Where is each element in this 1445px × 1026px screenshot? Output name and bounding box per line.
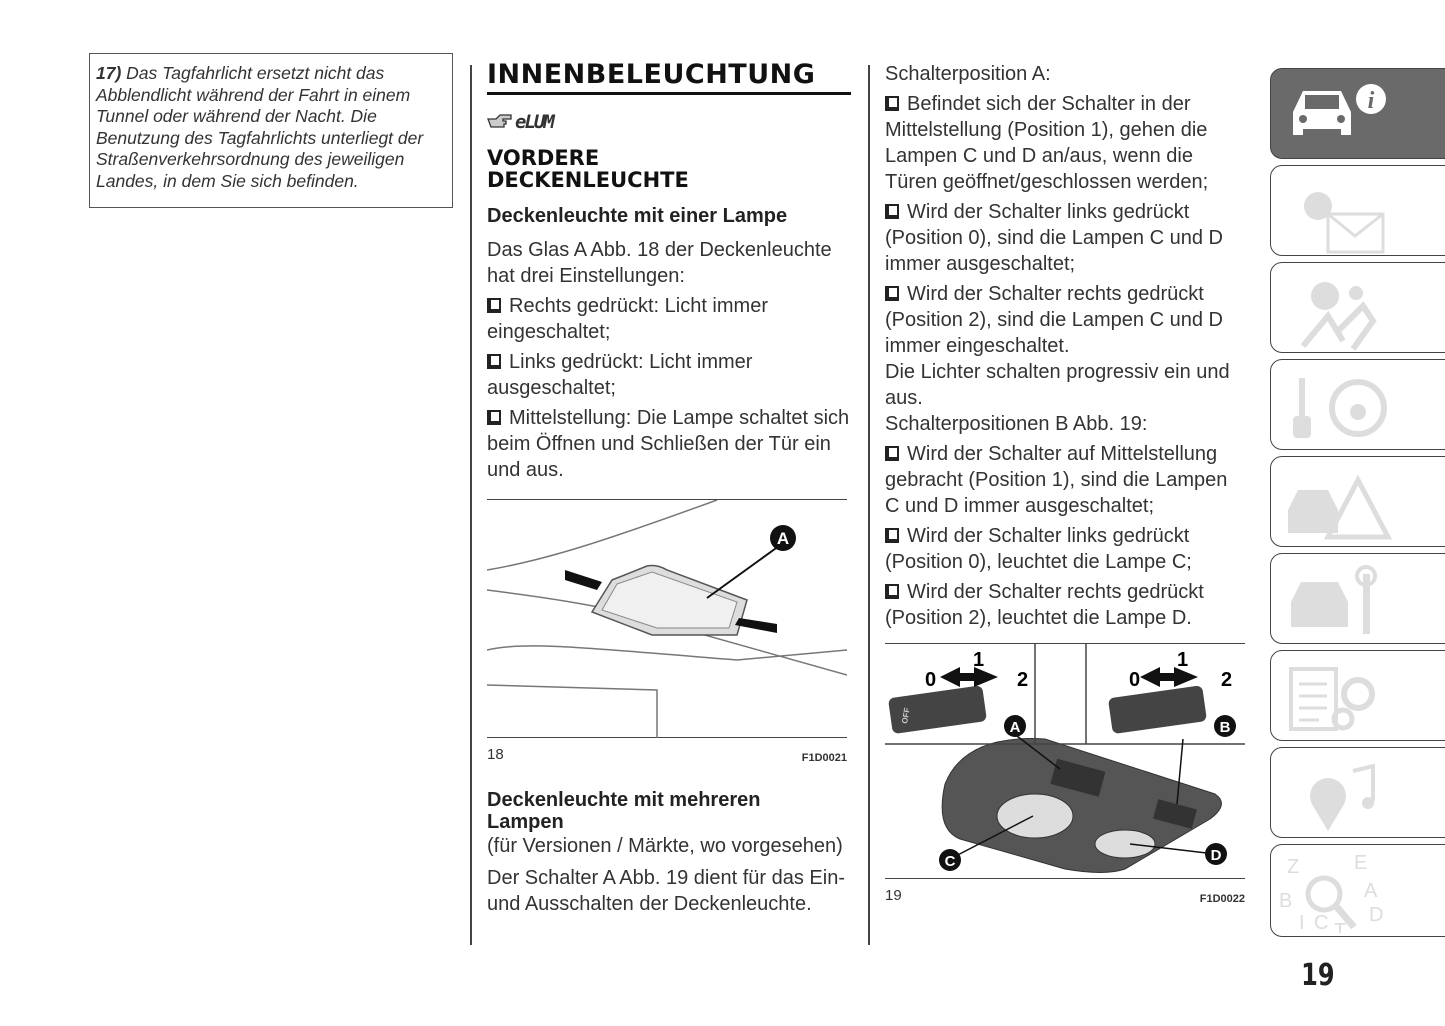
- svg-text:A: A: [1364, 880, 1378, 902]
- checkbox-bullet-icon: [885, 446, 899, 461]
- svg-text:E: E: [1354, 852, 1368, 874]
- tab-lights-messages[interactable]: [1270, 165, 1445, 256]
- figure-code: F1D0021: [801, 752, 847, 764]
- paragraph: Der Schalter A Abb. 19 dient für das Ein- und Ausschalten der Deckenleuchte.: [487, 867, 845, 915]
- figure-code: F1D0022: [1199, 893, 1245, 905]
- checkbox-bullet-icon: [487, 354, 501, 369]
- checkbox-bullet-icon: [487, 410, 501, 425]
- footnote-box: [89, 53, 453, 208]
- list-item: Wird der Schalter links gedrückt (Position 0), sind die Lampen C und D immer ausgeschaltet;: [885, 201, 1223, 275]
- list-item: Mittelstellung: Die Lampe schaltet sich beim Öffnen und Schließen der Tür ein und aus.: [487, 407, 850, 481]
- figure-18: [487, 499, 847, 737]
- position-0-label: 0: [1129, 669, 1141, 691]
- list-item: Links gedrückt: Licht immer ausgeschaltet;: [487, 351, 753, 399]
- column-3: [885, 61, 1247, 912]
- subheading: Deckenleuchte mit einer Lampe: [487, 205, 788, 227]
- airbag-safety-icon: [1283, 271, 1403, 351]
- car-warning-icon: [1283, 465, 1403, 545]
- label-a: [1004, 715, 1026, 737]
- svg-text:I: I: [1299, 912, 1305, 933]
- figure-caption: [885, 878, 1245, 912]
- figure-number: 18: [487, 746, 504, 763]
- page-number: 19: [1301, 958, 1335, 993]
- svg-text:Z: Z: [1287, 856, 1300, 878]
- car-maintenance-icon: [1283, 562, 1403, 642]
- checkbox-bullet-icon: [885, 96, 899, 111]
- overhead-console-illustration: [885, 644, 1245, 879]
- position-2-label: 2: [1221, 669, 1233, 691]
- column-divider: [470, 65, 472, 945]
- subheading: Deckenleuchte mit mehreren Lampen: [487, 789, 761, 833]
- position-1-label: 1: [973, 649, 985, 671]
- list-item: Rechts gedrückt: Licht immer eingeschaltet;: [487, 295, 768, 343]
- paragraph: (für Versionen / Märkte, wo vorgesehen): [487, 835, 843, 857]
- checkbox-bullet-icon: [487, 298, 501, 313]
- position-0-label: 0: [925, 669, 937, 691]
- svg-text:C: C: [1314, 912, 1329, 933]
- light-message-icon: [1283, 174, 1403, 254]
- index-icon: [1279, 849, 1399, 933]
- label-a: A: [776, 529, 790, 548]
- tab-maintenance[interactable]: [1270, 553, 1445, 644]
- paragraph: Die Lichter schalten progressiv ein und aus.: [885, 361, 1230, 409]
- tab-technical-data[interactable]: [1270, 650, 1445, 741]
- elum-reference: [487, 109, 851, 135]
- column-divider: [868, 65, 870, 945]
- elum-label: eLUM: [515, 111, 553, 133]
- svg-text:i: i: [1367, 88, 1375, 114]
- tab-starting-driving[interactable]: [1270, 359, 1445, 450]
- technical-data-icon: [1283, 659, 1403, 739]
- label-d: [1205, 843, 1227, 865]
- checkbox-bullet-icon: [885, 204, 899, 219]
- checkbox-bullet-icon: [885, 584, 899, 599]
- footnote-number: 17): [96, 63, 122, 83]
- tab-safety[interactable]: [1270, 262, 1445, 353]
- section-title: VORDERE DECKENLEUCHTE: [487, 146, 689, 192]
- svg-text:C: C: [944, 853, 956, 870]
- position-2-label: 2: [1017, 669, 1029, 691]
- column-2: [487, 58, 851, 921]
- key-steering-wheel-icon: [1283, 368, 1403, 448]
- label-b: [1214, 715, 1236, 737]
- paragraph: Schalterpositionen B Abb. 19:: [885, 413, 1148, 435]
- page-title: INNENBELEUCHTUNG: [487, 58, 851, 95]
- tab-car-info[interactable]: [1270, 68, 1445, 159]
- list-item: Wird der Schalter rechts gedrückt (Position 2), leuchtet die Lampe D.: [885, 581, 1204, 629]
- off-label: OFF: [900, 707, 912, 725]
- tab-multimedia[interactable]: [1270, 747, 1445, 838]
- car-info-icon: [1283, 77, 1403, 157]
- multimedia-icon: [1283, 756, 1403, 836]
- list-item: Wird der Schalter auf Mittelstellung gebracht (Position 1), sind die Lampen C und D immer ausgeschaltet;: [885, 443, 1228, 517]
- svg-text:A: A: [1009, 719, 1021, 736]
- svg-text:D: D: [1369, 904, 1384, 926]
- list-item: Wird der Schalter rechts gedrückt (Position 2), sind die Lampen C und D immer eingeschaltet.: [885, 283, 1223, 357]
- pointing-hand-icon: [487, 113, 513, 131]
- figure-19: [885, 643, 1245, 878]
- svg-text:D: D: [1210, 847, 1222, 864]
- list-item: Wird der Schalter links gedrückt (Position 0), leuchtet die Lampe C;: [885, 525, 1192, 573]
- svg-text:B: B: [1219, 719, 1231, 736]
- svg-text:T: T: [1334, 920, 1347, 933]
- svg-text:B: B: [1279, 890, 1293, 912]
- footnote-text: Das Tagfahrlicht ersetzt nicht das Abblendlicht während der Fahrt in einem Tunnel oder während der Nacht. Die Benutzung des Tagfahrlichts unterliegt der Straßenverkehrsordnung des jeweiligen Landes, in dem Sie sich befinden.: [96, 63, 424, 191]
- checkbox-bullet-icon: [885, 286, 899, 301]
- tab-index[interactable]: [1270, 844, 1445, 937]
- tab-emergency[interactable]: [1270, 456, 1445, 547]
- ceiling-light-illustration: [487, 500, 847, 738]
- figure-number: 19: [885, 887, 902, 904]
- figure-caption: [487, 737, 847, 771]
- checkbox-bullet-icon: [885, 528, 899, 543]
- list-item: Befindet sich der Schalter in der Mittelstellung (Position 1), gehen die Lampen C und D an/aus, wenn die Türen geöffnet/geschlossen werden;: [885, 93, 1209, 193]
- paragraph: Schalterposition A:: [885, 63, 1051, 85]
- position-1-label: 1: [1177, 649, 1189, 671]
- label-c: [939, 849, 961, 871]
- paragraph: Das Glas A Abb. 18 der Deckenleuchte hat drei Einstellungen:: [487, 239, 832, 287]
